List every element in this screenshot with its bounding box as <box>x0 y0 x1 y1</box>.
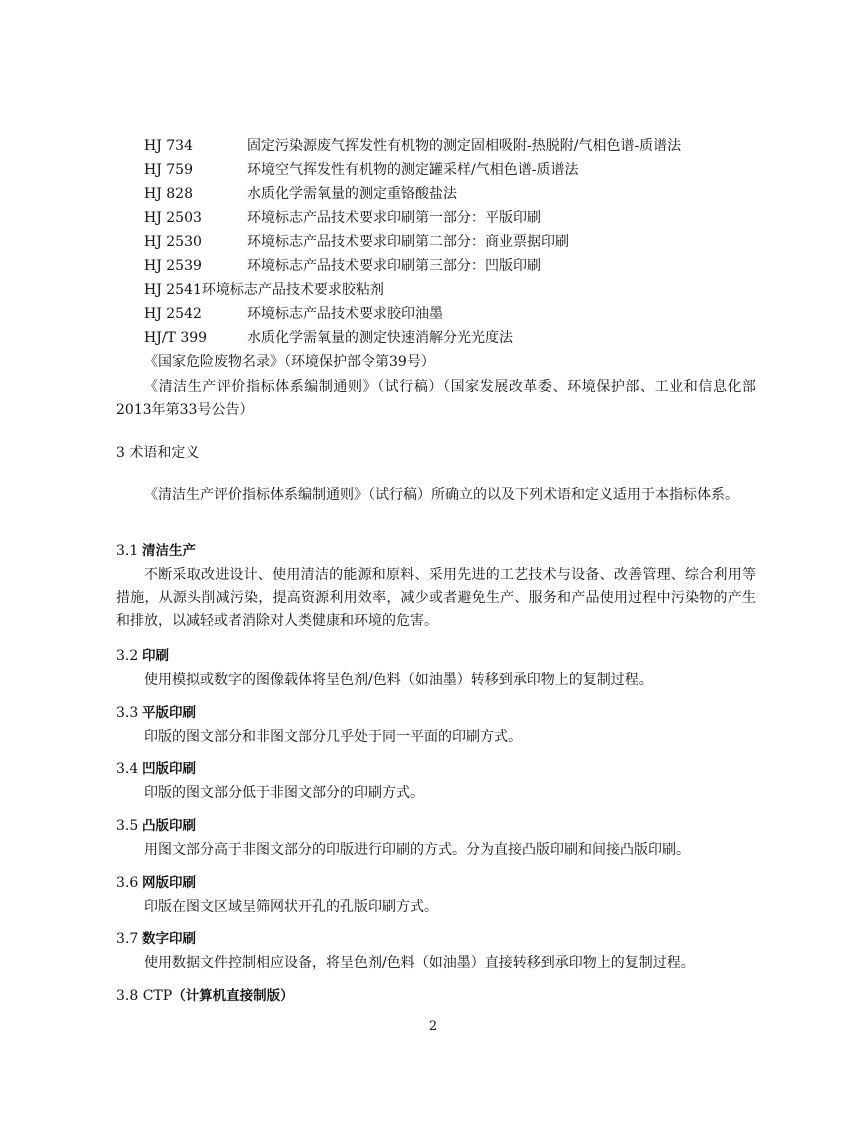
reference-evaluation-guideline: 《清洁生产评价指标体系编制通则》（试行稿）（国家发展改革委、环境保护部、工业和信息化部2013年第33号公告） <box>116 379 756 418</box>
term-heading <box>116 646 169 666</box>
standard-row <box>144 184 457 204</box>
term-name: 印刷 <box>142 648 169 664</box>
term-number: 3.2 <box>116 648 139 664</box>
term-name: 凸版印刷 <box>142 818 196 834</box>
standard-title: 环境标志产品技术要求印刷第三部分：凹版印刷 <box>247 258 541 274</box>
term-definition: 印版的图文部分和非图文部分几乎处于同一平面的印刷方式。 <box>144 729 522 745</box>
standard-row <box>144 328 513 348</box>
standard-code: HJ 2530 <box>144 234 202 250</box>
standard-code: HJ/T 399 <box>144 330 208 346</box>
term-name: 平版印刷 <box>142 705 196 721</box>
section-intro: 《清洁生产评价指标体系编制通则》（试行稿）所确立的以及下列术语和定义适用于本指标体系。 <box>144 487 739 503</box>
term-number: 3.4 <box>116 761 139 777</box>
term-definition: 使用模拟或数字的图像载体将呈色剂/色料（如油墨）转移到承印物上的复制过程。 <box>144 672 653 688</box>
standard-title: 环境标志产品技术要求印刷第二部分：商业票据印刷 <box>247 234 569 250</box>
term-definition: 印版的图文部分低于非图文部分的印刷方式。 <box>144 785 424 801</box>
standard-title: 环境标志产品技术要求印刷第一部分：平版印刷 <box>247 210 541 226</box>
standard-title: 环境空气挥发性有机物的测定罐采样/气相色谱-质谱法 <box>247 162 579 178</box>
term-definition: 印版在图文区域呈筛网状开孔的孔版印刷方式。 <box>144 899 438 915</box>
term-number: 3.3 <box>116 705 139 721</box>
reference-hazardous-waste-catalog: 《国家危险废物名录》（环境保护部令第39号） <box>144 354 435 370</box>
standard-title: HJ 2541环境标志产品技术要求胶粘剂 <box>144 282 384 298</box>
standard-row <box>144 280 384 300</box>
standard-row <box>144 256 541 276</box>
standard-row <box>144 232 569 252</box>
term-name: 清洁生产 <box>142 543 196 559</box>
section-heading: 3 术语和定义 <box>116 445 200 461</box>
standard-row <box>144 208 541 228</box>
term-name: 凹版印刷 <box>142 761 196 777</box>
standard-code: HJ 759 <box>144 162 193 178</box>
term-heading <box>116 873 196 893</box>
term-name: （计算机直接制版） <box>172 988 294 1004</box>
standard-row <box>144 160 578 180</box>
page-number: 2 <box>428 1019 438 1034</box>
term-definition: 不断采取改进设计、使用清洁的能源和原料、采用先进的工艺技术与设备、改善管理、综合利用等措施，从源头削减污染，提高资源利用效率，减少或者避免生产、服务和产品使用过程中污染物的产生和排放，以减轻或者消除对人类健康和环境的危害。 <box>116 567 756 629</box>
standard-title: 固定污染源废气挥发性有机物的测定固相吸附-热脱附/气相色谱-质谱法 <box>247 138 682 154</box>
term-heading <box>116 929 196 949</box>
term-name: 网版印刷 <box>142 875 196 891</box>
term-number: 3.1 <box>116 543 139 559</box>
term-definition: 使用数据文件控制相应设备，将呈色剂/色料（如油墨）直接转移到承印物上的复制过程。 <box>144 955 695 971</box>
standard-row <box>144 136 681 156</box>
standard-title: 环境标志产品技术要求胶印油墨 <box>247 306 443 322</box>
standard-code: HJ 734 <box>144 138 193 154</box>
term-number: 3.7 <box>116 931 139 947</box>
standard-title: 水质化学需氧量的测定重铬酸盐法 <box>247 186 457 202</box>
standard-code: HJ 2539 <box>144 258 202 274</box>
standard-code: HJ 2542 <box>144 306 202 322</box>
term-number: 3.5 <box>116 818 139 834</box>
term-heading <box>116 816 196 836</box>
standard-title: 水质化学需氧量的测定快速消解分光光度法 <box>247 330 513 346</box>
term-name: 数字印刷 <box>142 931 196 947</box>
term-heading <box>116 986 294 1006</box>
standard-code: HJ 2503 <box>144 210 202 226</box>
standard-row <box>144 304 443 324</box>
term-number: 3.8 CTP <box>116 988 173 1004</box>
term-heading <box>116 703 196 723</box>
term-number: 3.6 <box>116 875 139 891</box>
term-heading <box>116 541 196 561</box>
term-heading <box>116 759 196 779</box>
standard-code: HJ 828 <box>144 186 193 202</box>
term-definition: 用图文部分高于非图文部分的印版进行印刷的方式。分为直接凸版印刷和间接凸版印刷。 <box>144 842 690 858</box>
